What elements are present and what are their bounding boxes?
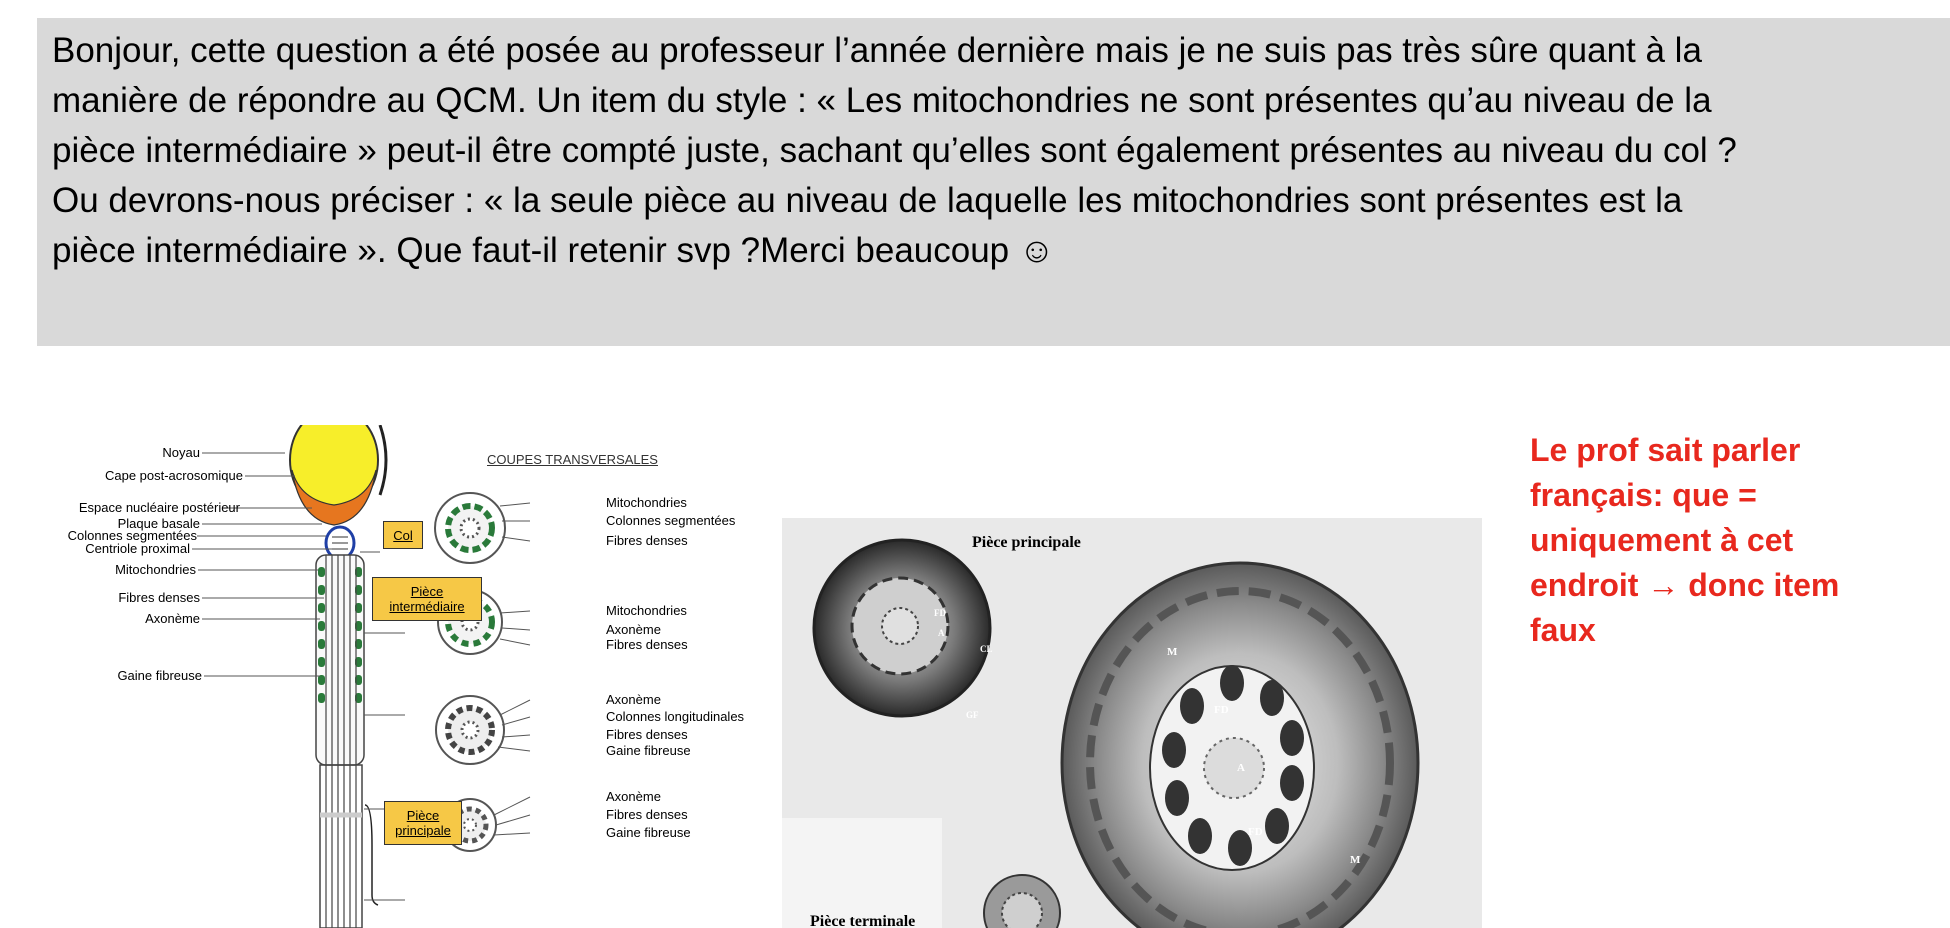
- micrograph-image: [782, 518, 1482, 928]
- label-espace: Espace nucléaire postérieur: [78, 500, 240, 515]
- section1-label: Mitochondries: [606, 495, 687, 510]
- label-axoneme: Axonème: [145, 611, 200, 626]
- label-plaque: Plaque basale: [117, 516, 200, 531]
- label-piece-terminale: Pièce terminale: [810, 913, 916, 928]
- box-col: [383, 521, 423, 549]
- label-centriole: Centriole proximal: [85, 541, 190, 556]
- question-line: pièce intermédiaire » peut-il être compté juste, sachant qu’elles sont également présentes au niveau du col ?: [52, 131, 1737, 170]
- label-noyau: Noyau: [162, 445, 200, 460]
- question-text: [52, 26, 1932, 276]
- mark-fd-bottom: FD: [1248, 826, 1263, 838]
- box-piece-intermediaire: [372, 577, 482, 621]
- label-fibres: Fibres denses: [118, 590, 200, 605]
- section2-label: Axonème: [606, 622, 661, 637]
- answer-line: uniquement à cet: [1530, 522, 1794, 558]
- question-line: Ou devrons-nous préciser : « la seule pièce au niveau de laquelle les mitochondries sont présentes est la: [52, 181, 1683, 220]
- section2-label: Fibres denses: [606, 637, 688, 652]
- mark-a-small: A: [938, 628, 945, 638]
- mark-a-big: A: [1237, 762, 1245, 774]
- section4-label: Axonème: [606, 789, 661, 804]
- section4-label: Fibres denses: [606, 807, 688, 822]
- box-col-label: Col: [393, 527, 413, 543]
- section3-label: Fibres denses: [606, 727, 688, 742]
- electron-micrograph: [782, 518, 1482, 928]
- question-line: manière de répondre au QCM. Un item du style : « Les mitochondries ne sont présentes qu’au niveau de la: [52, 81, 1712, 120]
- answer-line: endroit → donc item: [1530, 567, 1840, 603]
- section3-label: Axonème: [606, 692, 661, 707]
- section3-label: Colonnes longitudinales: [606, 709, 745, 724]
- answer-line: Le prof sait parler: [1530, 432, 1801, 468]
- section1-label: Colonnes segmentées: [606, 513, 736, 528]
- label-mitochondries: Mitochondries: [115, 562, 196, 577]
- answer-note: [1530, 428, 1910, 653]
- mark-fd-small: FD: [934, 608, 946, 618]
- box-piece-principale-line: principale: [395, 823, 451, 838]
- box-piece-principale-line: Pièce: [406, 808, 440, 823]
- section2-label: Mitochondries: [606, 603, 687, 618]
- label-colonnes: Colonnes segmentées: [67, 528, 197, 543]
- label-cape: Cape post-acrosomique: [104, 468, 243, 483]
- mark-m-bottom: M: [1350, 854, 1361, 866]
- sections-title: COUPES TRANSVERSALES: [487, 452, 658, 467]
- mark-fd-top: FD: [1214, 704, 1229, 716]
- label-piece-principale: Pièce principale: [972, 534, 1081, 551]
- spermatozoon-diagram: [50, 425, 780, 928]
- mark-gf: GF: [966, 710, 979, 720]
- answer-line: français: que =: [1530, 477, 1757, 513]
- section4-label: Gaine fibreuse: [606, 825, 691, 840]
- box-piece-intermediaire-line: intermédiaire: [389, 599, 465, 614]
- label-gaine: Gaine fibreuse: [117, 668, 202, 683]
- section1-label: Fibres denses: [606, 533, 688, 548]
- answer-line: faux: [1530, 612, 1596, 648]
- section3-label: Gaine fibreuse: [606, 743, 691, 758]
- question-line: Bonjour, cette question a été posée au professeur l’année dernière mais je ne suis pas très sûre quant à la: [52, 31, 1702, 70]
- box-piece-principale: [384, 801, 462, 845]
- box-piece-intermediaire-line: Pièce: [410, 584, 444, 599]
- mark-cl: CL: [980, 644, 993, 654]
- question-line: pièce intermédiaire ». Que faut-il retenir svp ?Merci beaucoup ☺: [52, 231, 1055, 270]
- mark-m-top: M: [1167, 646, 1178, 658]
